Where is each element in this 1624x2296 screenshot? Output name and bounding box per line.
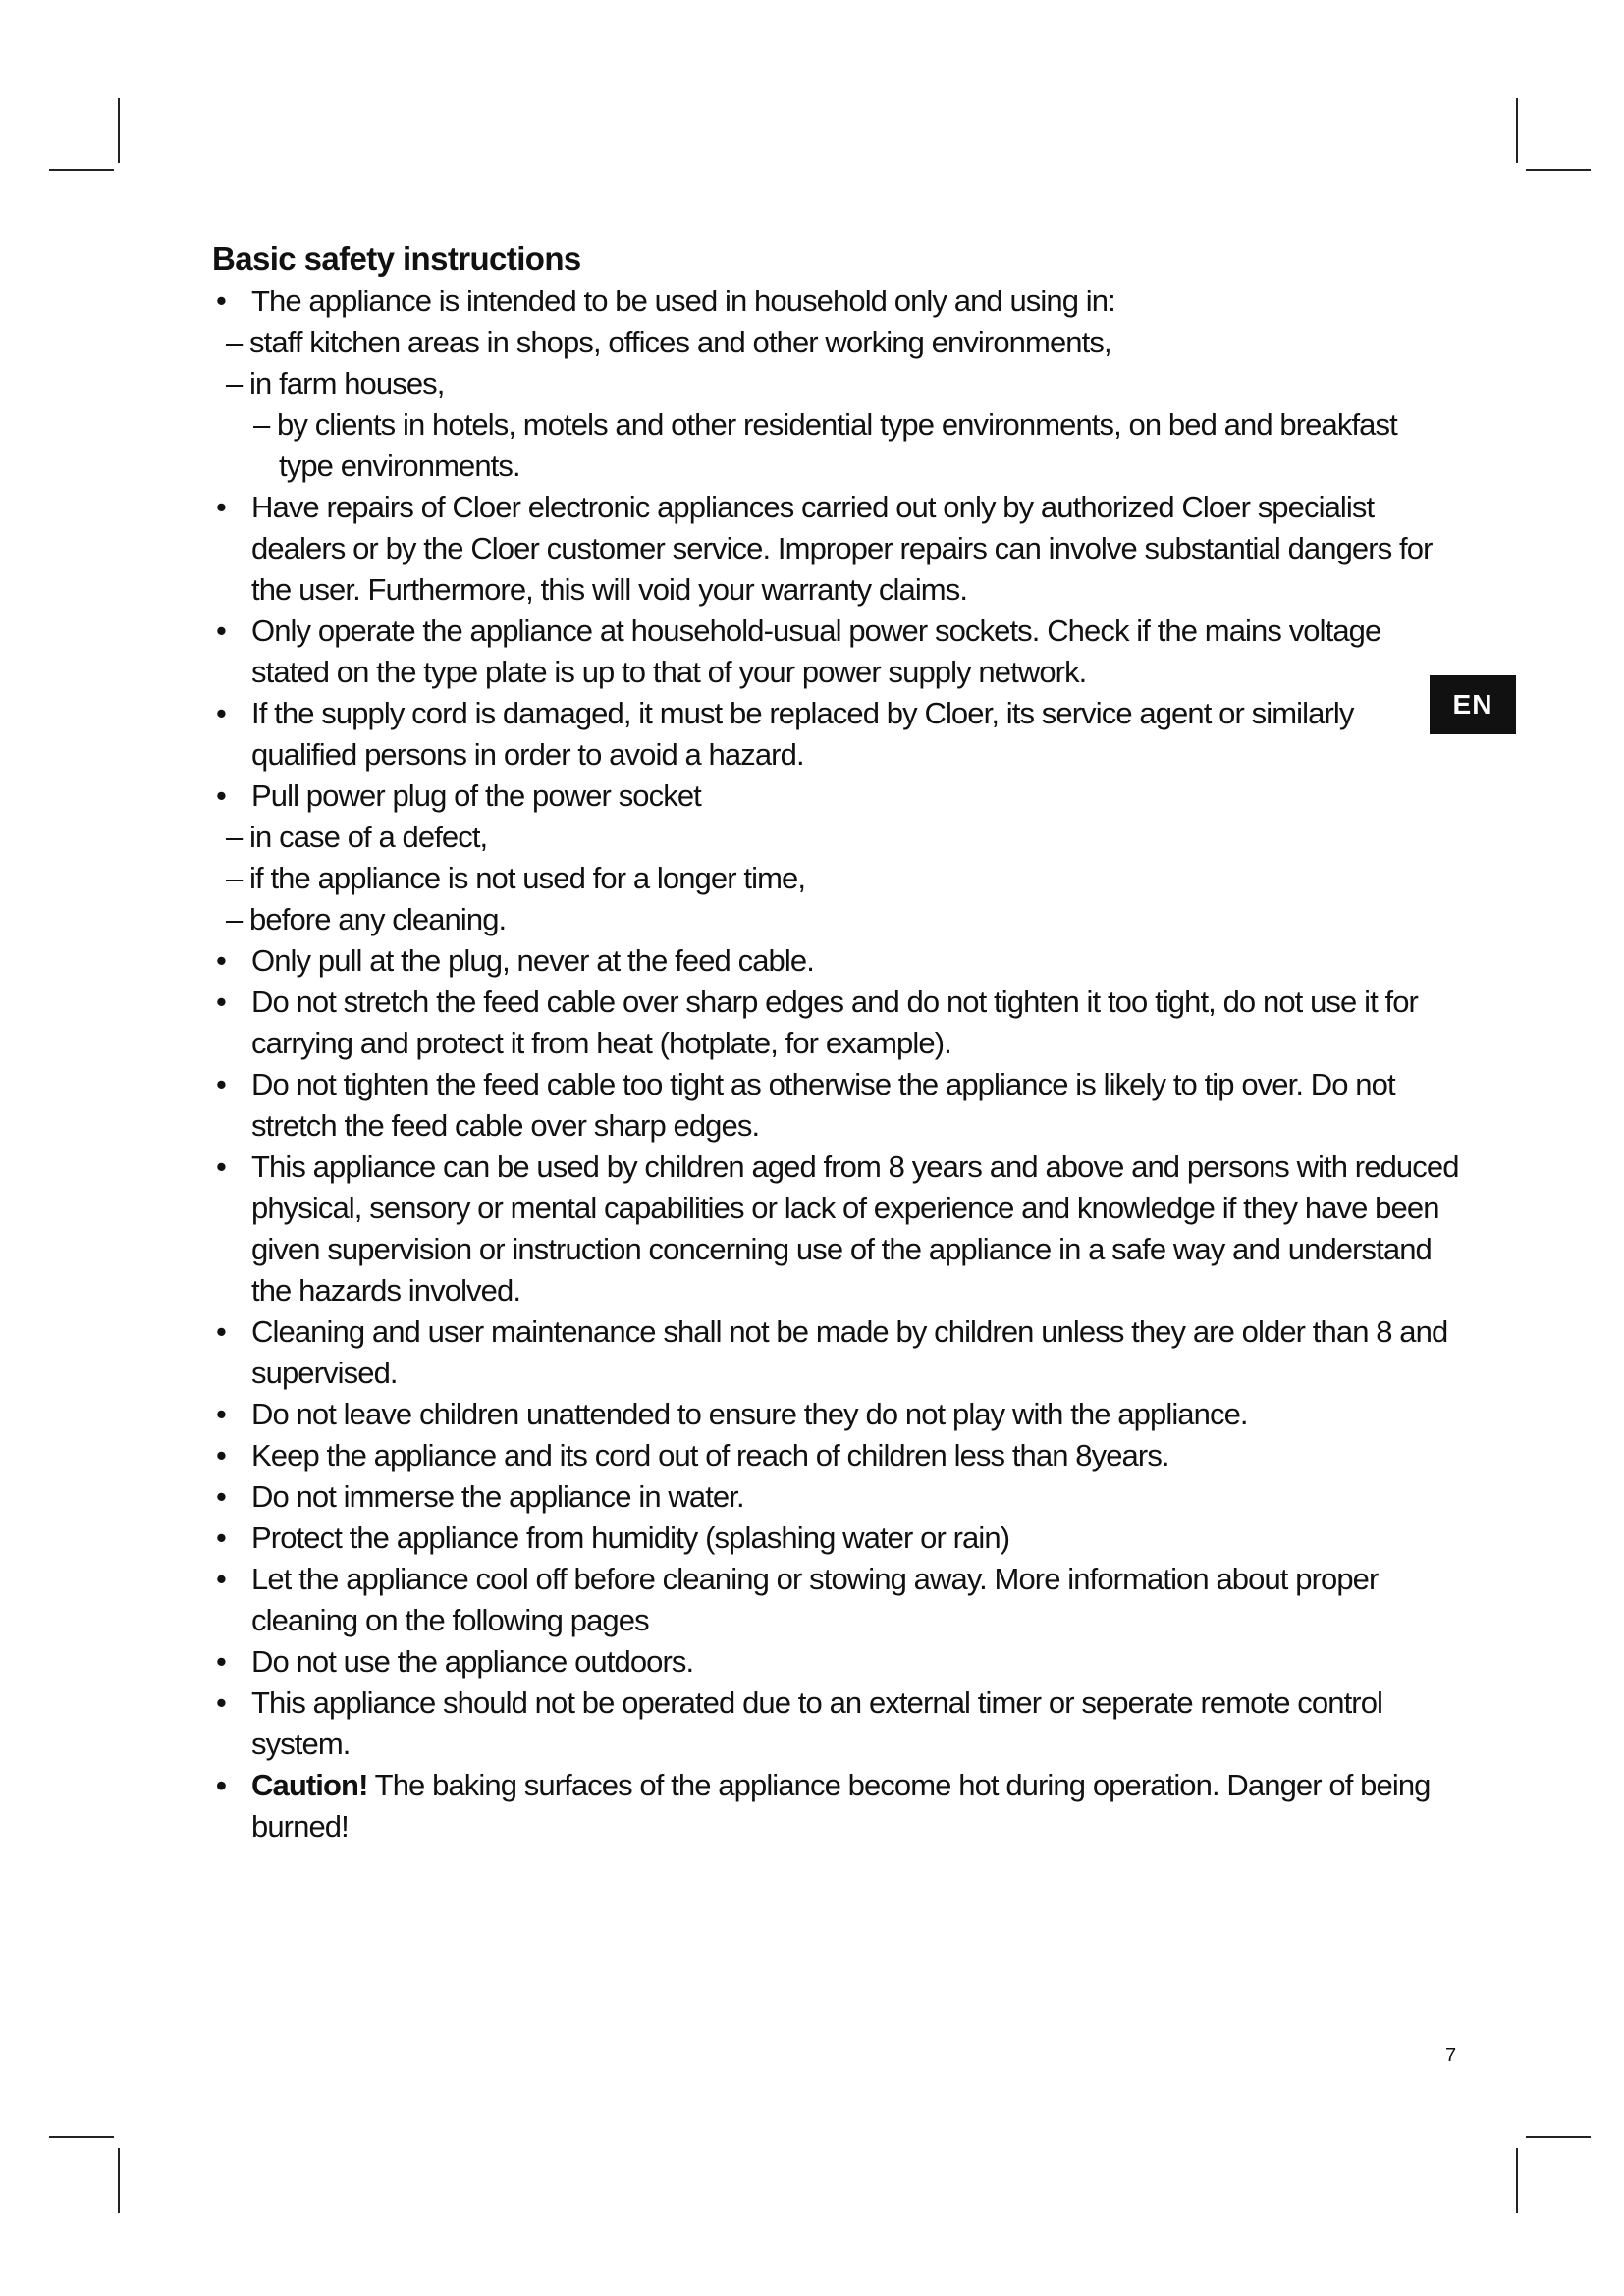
list-item: • Only pull at the plug, never at the feed cable.	[212, 940, 1439, 982]
page-number: 7	[1445, 2045, 1457, 2066]
safety-instructions-section	[212, 240, 1459, 1847]
bullet-icon: •	[216, 490, 226, 524]
list-item: • The appliance is intended to be used in household only and using in:	[212, 281, 1439, 322]
list-item-continuation: supervised.	[251, 1356, 398, 1390]
list-item-continuation: system.	[251, 1727, 351, 1761]
bullet-icon: •	[216, 1562, 226, 1596]
list-item: • Keep the appliance and its cord out of reach of children less than 8years.	[212, 1435, 1439, 1476]
list-item-continuation: given supervision or instruction concerning use of the appliance in a safe way and understand	[251, 1232, 1432, 1266]
list-item: • If the supply cord is damaged, it must be replaced by Cloer, its service agent or similarly	[212, 693, 1439, 734]
list-item-continuation: physical, sensory or mental capabilities or lack of experience and knowledge if they have been	[251, 1191, 1439, 1225]
crop-mark-top-left-horizontal	[49, 169, 114, 171]
crop-mark-top-left-vertical	[118, 98, 120, 163]
list-subitem: – by clients in hotels, motels and other residential type environments, on bed and breakfast	[253, 407, 1397, 442]
crop-mark-bottom-right-vertical	[1516, 2148, 1518, 2213]
bullet-icon: •	[216, 614, 226, 648]
bullet-icon: •	[216, 943, 226, 978]
bullet-icon: •	[216, 284, 226, 318]
list-item-continuation: stated on the type plate is up to that of your power supply network.	[251, 655, 1087, 689]
list-subitem-continuation: type environments.	[279, 449, 520, 483]
list-item: • Do not leave children unattended to ensure they do not play with the appliance.	[212, 1394, 1439, 1435]
list-item-continuation: the hazards involved.	[251, 1273, 521, 1308]
language-badge: EN	[1430, 675, 1516, 734]
list-item: • Only operate the appliance at household-usual power sockets. Check if the mains voltage	[212, 611, 1439, 652]
list-item: • Let the appliance cool off before cleaning or stowing away. More information about proper	[212, 1559, 1439, 1600]
list-subitem: – in case of a defect,	[226, 820, 488, 854]
list-item-caution: • Caution! The baking surfaces of the appliance become hot during operation. Danger of being	[212, 1765, 1439, 1806]
list-item: • Do not tighten the feed cable too tight as otherwise the appliance is likely to tip over. Do not	[212, 1064, 1439, 1105]
list-item-continuation: dealers or by the Cloer customer service. Improper repairs can involve substantial dangers for	[251, 531, 1433, 565]
bullet-icon: •	[216, 1397, 226, 1431]
crop-mark-bottom-left-vertical	[118, 2148, 120, 2213]
list-subitem: – staff kitchen areas in shops, offices and other working environments,	[226, 325, 1111, 359]
list-item: • This appliance can be used by children aged from 8 years and above and persons with reduced	[212, 1147, 1439, 1188]
list-item: • Do not stretch the feed cable over sharp edges and do not tighten it too tight, do not use it for	[212, 982, 1439, 1023]
list-item-continuation: stretch the feed cable over sharp edges.	[251, 1108, 760, 1143]
bullet-icon: •	[216, 778, 226, 813]
crop-mark-top-right-horizontal	[1526, 169, 1591, 171]
list-item-continuation: cleaning on the following pages	[251, 1603, 649, 1637]
list-item-continuation: qualified persons in order to avoid a hazard.	[251, 737, 804, 772]
bullet-icon: •	[216, 1067, 226, 1101]
list-item: • Pull power plug of the power socket	[212, 775, 1439, 817]
bullet-icon: •	[216, 1438, 226, 1472]
crop-mark-bottom-right-horizontal	[1526, 2136, 1591, 2138]
list-subitem: – if the appliance is not used for a longer time,	[226, 861, 806, 895]
list-item: • This appliance should not be operated due to an external timer or seperate remote control	[212, 1682, 1439, 1724]
section-heading: Basic safety instructions	[212, 240, 581, 277]
list-item-continuation: the user. Furthermore, this will void your warranty claims.	[251, 572, 968, 607]
bullet-icon: •	[216, 1521, 226, 1555]
bullet-icon: •	[216, 1685, 226, 1720]
bullet-icon: •	[216, 696, 226, 730]
list-item: • Have repairs of Cloer electronic appliances carried out only by authorized Cloer specialist	[212, 487, 1439, 528]
bullet-icon: •	[216, 1644, 226, 1679]
list-item: • Do not immerse the appliance in water.	[212, 1476, 1439, 1518]
list-item: • Cleaning and user maintenance shall not be made by children unless they are older than 8 and	[212, 1311, 1439, 1353]
bullet-icon: •	[216, 985, 226, 1019]
list-item: • Do not use the appliance outdoors.	[212, 1641, 1439, 1682]
list-subitem: – in farm houses,	[226, 366, 445, 400]
bullet-icon: •	[216, 1149, 226, 1184]
crop-mark-top-right-vertical	[1516, 98, 1518, 163]
list-item: • Protect the appliance from humidity (splashing water or rain)	[212, 1518, 1439, 1559]
list-subitem: – before any cleaning.	[226, 902, 507, 936]
crop-mark-bottom-left-horizontal	[49, 2136, 114, 2138]
bullet-icon: •	[216, 1479, 226, 1514]
list-item-continuation: burned!	[251, 1809, 349, 1843]
caution-label: Caution!	[251, 1768, 368, 1802]
bullet-icon: •	[216, 1314, 226, 1349]
list-item-continuation: carrying and protect it from heat (hotplate, for example).	[251, 1026, 951, 1060]
bullet-icon: •	[216, 1768, 226, 1802]
